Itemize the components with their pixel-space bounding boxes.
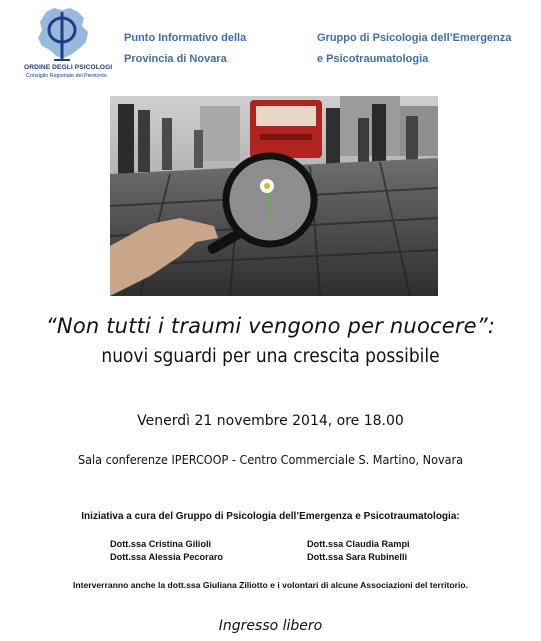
speaker-name: Dott.ssa Sara Rubinelli xyxy=(307,552,408,562)
logo-title: ORDINE DEGLI PSICOLOGI xyxy=(24,64,113,71)
event-subtitle: nuovi sguardi per una crescita possibile xyxy=(101,346,440,367)
org-left-line1: Punto Informativo della xyxy=(124,32,247,44)
speakers-left xyxy=(110,538,223,564)
speaker-name: Dott.ssa Alessia Pecoraro xyxy=(110,552,224,562)
event-venue: Sala conferenze IPERCOOP - Centro Commerciale S. Martino, Novara xyxy=(77,452,464,467)
speakers-right xyxy=(307,538,410,564)
free-entry-note: Ingresso libero xyxy=(218,618,323,634)
org-right-line1: Gruppo di Psicologia dell’Emergenza xyxy=(317,32,512,44)
event-date: Venerdì 21 novembre 2014, ore 18.00 xyxy=(137,413,404,429)
org-right-line2: e Psicotraumatologia xyxy=(317,53,429,65)
org-left-line2: Provincia di Novara xyxy=(124,53,227,65)
event-title: “Non tutti i traumi vengono per nuocere”: xyxy=(45,314,496,338)
info-point-heading xyxy=(124,28,246,70)
speaker-name: Dott.ssa Claudia Rampi xyxy=(307,539,410,549)
emergency-group-heading xyxy=(317,28,511,70)
magnifier-flower-photo xyxy=(110,96,438,296)
also-speaking-note: Interverranno anche la dott.ssa Giuliana Ziliotto e i volontari di alcune Associazioni del territorio. xyxy=(72,580,469,590)
logo-subtitle: Consiglio Regionale del Piemonte xyxy=(26,73,107,79)
header xyxy=(0,0,541,92)
initiative-line: Iniziativa a cura del Gruppo di Psicologia dell’Emergenza e Psicotraumatologia: xyxy=(81,511,460,522)
speaker-name: Dott.ssa Cristina Gilioli xyxy=(110,539,212,549)
